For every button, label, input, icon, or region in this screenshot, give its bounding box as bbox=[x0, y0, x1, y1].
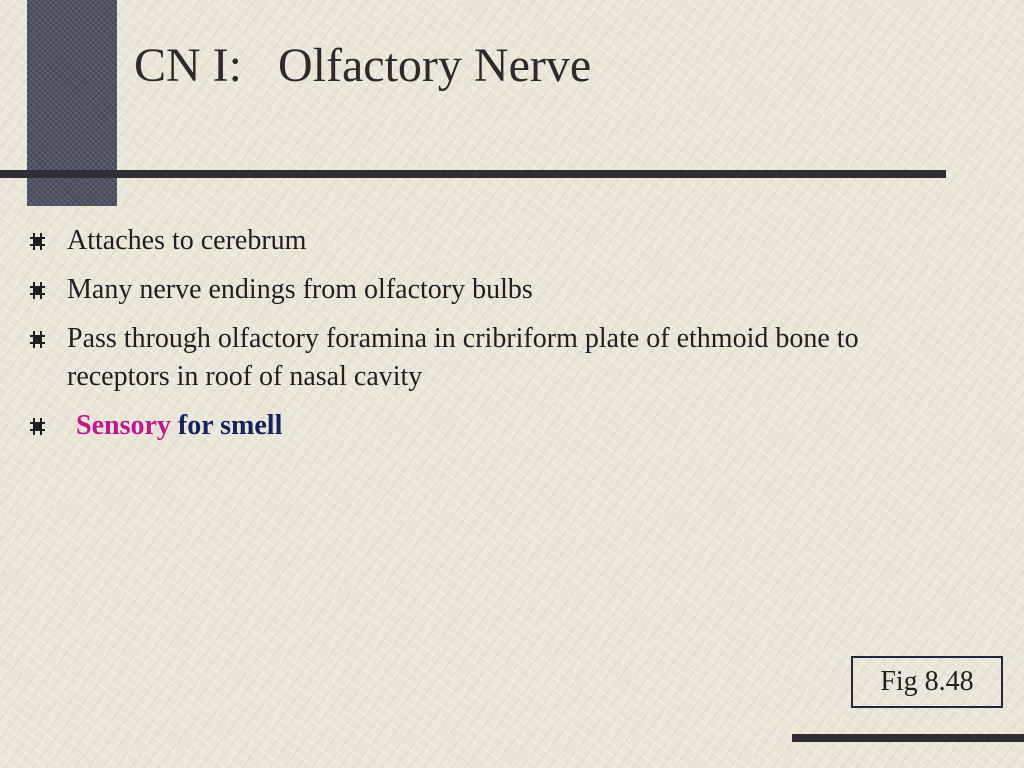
hash-bullet-icon bbox=[30, 233, 45, 250]
hash-bullet-icon bbox=[30, 331, 45, 348]
bullet-item-sensory bbox=[30, 407, 930, 445]
bullet-text: Many nerve endings from olfactory bulbs bbox=[67, 274, 533, 305]
footer-divider-line bbox=[792, 734, 1024, 742]
bullet-text: Attaches to cerebrum bbox=[67, 225, 307, 256]
bullet-item bbox=[30, 271, 930, 309]
sensory-emphasis: Sensory bbox=[76, 410, 171, 441]
for-smell-text: for smell bbox=[170, 410, 283, 441]
bullet-item bbox=[30, 222, 930, 260]
figure-reference-label: Fig 8.48 bbox=[880, 666, 974, 697]
bullet-list bbox=[30, 222, 930, 456]
hash-bullet-icon bbox=[30, 418, 45, 435]
hash-bullet-icon bbox=[30, 282, 45, 299]
bullet-item bbox=[30, 320, 930, 396]
slide-title: CN I: Olfactory Nerve bbox=[134, 39, 592, 92]
bullet-text: Pass through olfactory foramina in cribriform plate of ethmoid bone to receptors in roof of nasal cavity bbox=[67, 323, 859, 392]
figure-reference-box bbox=[851, 656, 1003, 708]
title-divider-line bbox=[0, 170, 946, 178]
